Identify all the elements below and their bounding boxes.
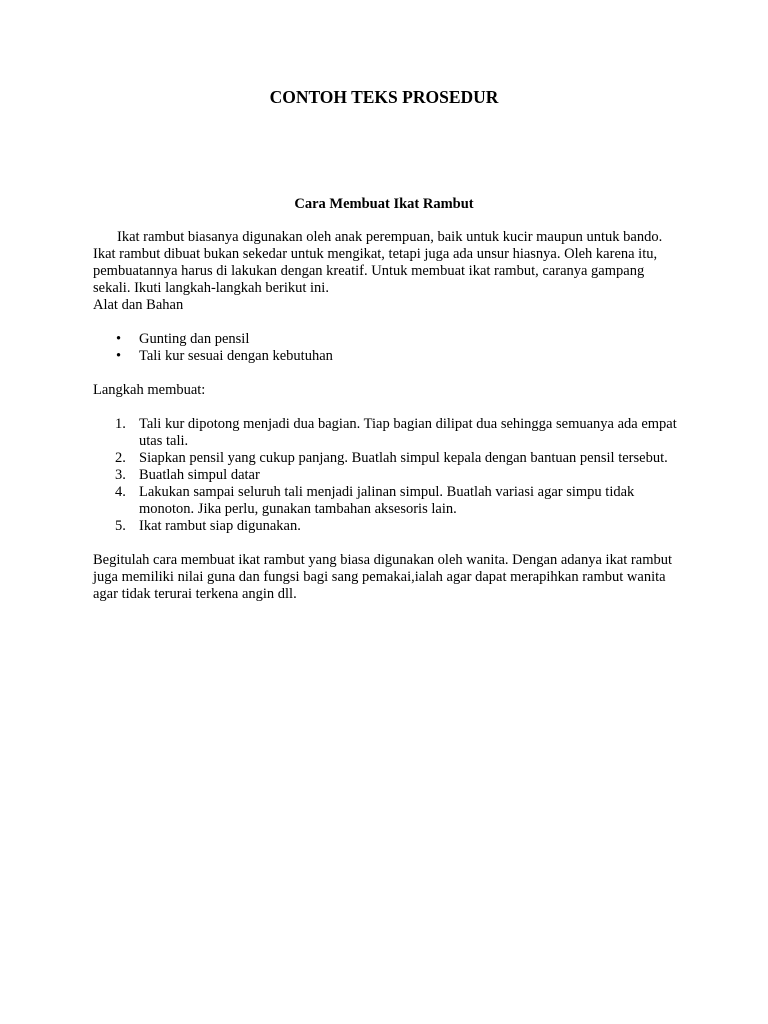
steps-list	[93, 416, 683, 535]
list-item	[93, 416, 683, 450]
list-item	[93, 518, 683, 535]
step-number: 4.	[115, 484, 126, 500]
step-text: Buatlah simpul datar	[139, 467, 260, 483]
step-number: 5.	[115, 518, 126, 534]
step-number: 2.	[115, 450, 126, 466]
step-number: 3.	[115, 467, 126, 483]
step-text: Ikat rambut siap digunakan.	[139, 518, 301, 534]
step-text: Siapkan pensil yang cukup panjang. Buatlah simpul kepala dengan bantuan pensil tersebut.	[139, 450, 668, 466]
list-item	[93, 484, 683, 518]
materials-heading: Alat dan Bahan	[93, 297, 184, 313]
bullet-icon: •	[116, 331, 122, 347]
list-item	[93, 331, 683, 348]
document-body	[93, 229, 683, 603]
step-number: 1.	[115, 416, 126, 432]
list-item-text: Tali kur sesuai dengan kebutuhan	[139, 348, 333, 364]
section-title: Cara Membuat Ikat Rambut	[294, 196, 474, 212]
materials-list	[93, 331, 683, 365]
step-text: Tali kur dipotong menjadi dua bagian. Tiap bagian dilipat dua sehingga semuanya ada empat utas tali.	[139, 416, 677, 449]
steps-heading: Langkah membuat:	[93, 382, 206, 398]
bullet-icon: •	[116, 348, 122, 364]
intro-paragraph: Ikat rambut biasanya digunakan oleh anak perempuan, baik untuk kucir maupun untuk bando. Ikat rambut dibuat bukan sekedar untuk mengikat, tetapi juga ada unsur hiasnya. Oleh karena itu, pembuatannya harus di lakukan dengan kreatif. Untuk membuat ikat rambut, caranya gampang sekali. Ikuti langkah-langkah berikut ini.	[93, 229, 663, 296]
closing-paragraph: Begitulah cara membuat ikat rambut yang biasa digunakan oleh wanita. Dengan adanya ikat rambut juga memiliki nilai guna dan fungsi bagi sang pemakai,ialah agar dapat merapihkan rambut wanita agar tidak terurai terkena angin dll.	[93, 552, 672, 602]
list-item	[93, 467, 683, 484]
list-item-text: Gunting dan pensil	[139, 331, 250, 347]
document-title: CONTOH TEKS PROSEDUR	[269, 87, 499, 107]
step-text: Lakukan sampai seluruh tali menjadi jalinan simpul. Buatlah variasi agar simpu tidak monoton. Jika perlu, gunakan tambahan aksesoris lain.	[139, 484, 635, 517]
list-item	[93, 450, 683, 467]
list-item	[93, 348, 683, 365]
